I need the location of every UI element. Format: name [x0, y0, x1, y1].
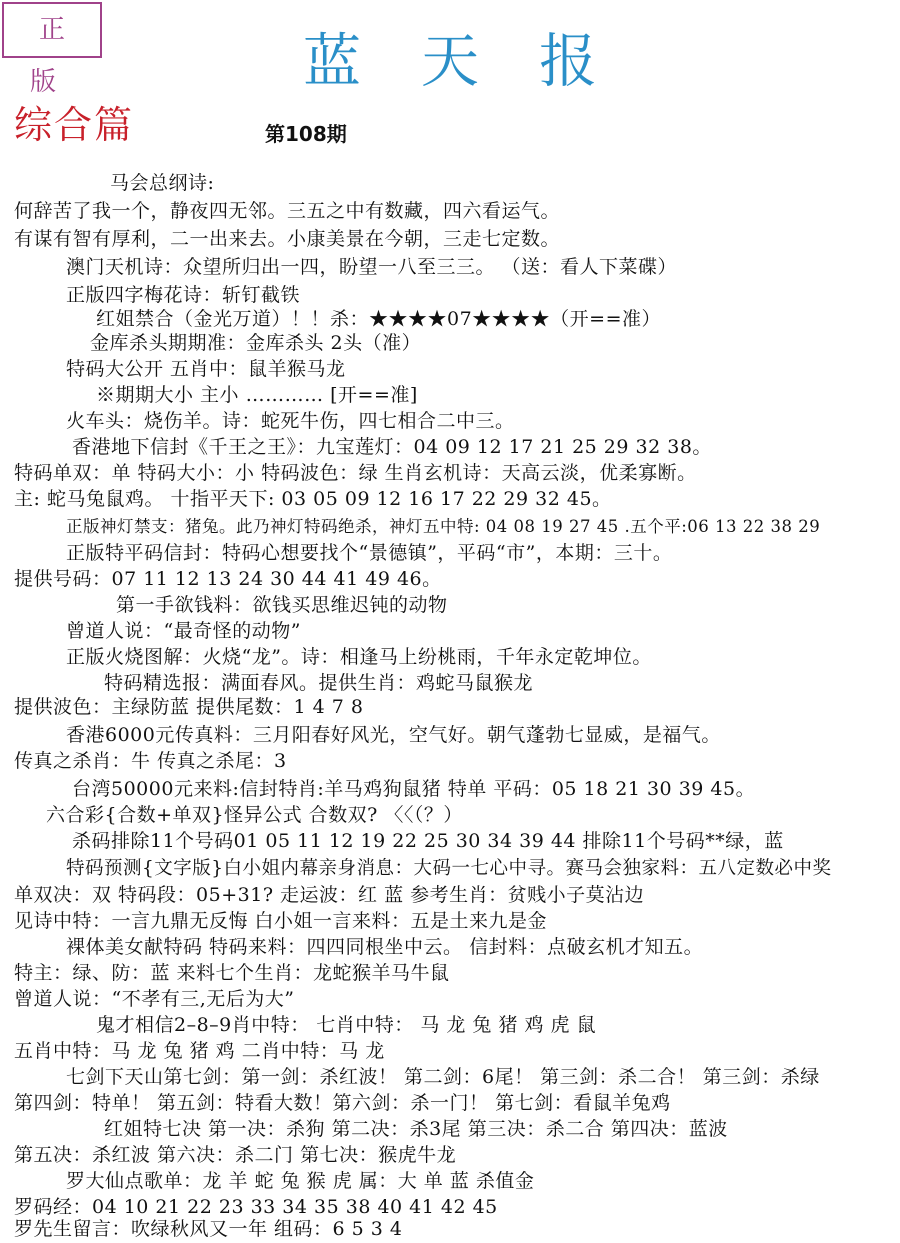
genuine-badge: 正 版	[2, 2, 102, 58]
text-line: 罗码经：04 10 21 22 23 33 34 35 38 40 41 42 45	[14, 1196, 498, 1218]
text-line: 火车头：烧伤羊。诗：蛇死牛伤，四七相合二中三。	[66, 410, 515, 432]
text-line: 正版火烧图解：火烧“龙”。诗：相逢马上纷桃雨，千年永定乾坤位。	[66, 646, 652, 668]
issue-number: 第108期	[265, 122, 347, 146]
text-line: 正版四字梅花诗：斩钉截铁	[66, 284, 301, 306]
text-line: 罗大仙点歌单：龙 羊 蛇 兔 猴 虎 属：大 单 蓝 杀值金	[66, 1170, 535, 1192]
text-line: 金库杀头期期准：金库杀头 2头（准）	[90, 332, 422, 354]
section-title: 综合篇	[14, 103, 135, 147]
text-line: 台湾50000元来料:信封特肖:羊马鸡狗鼠猪 特单 平码：05 18 21 30 39 45。	[72, 778, 756, 800]
text-line: 曾道人说：“不孝有三,无后为大”	[14, 988, 295, 1010]
text-line: 杀码排除11个号码01 05 11 12 19 22 25 30 34 39 44 排除11个号码**绿，蓝	[72, 830, 784, 852]
text-line: 单双决：双 特码段：05+31? 走运波：红 蓝 参考生肖：贫贱小子莫沾边	[14, 884, 645, 906]
text-line: 红姐特七决 第一决：杀狗 第二决：杀3尾 第三决：杀二合 第四决：蓝波	[104, 1118, 728, 1140]
text-line: ※期期大小 主小 ………… [开==准]	[96, 384, 418, 406]
text-line: 第一手欲钱料：欲钱买思维迟钝的动物	[116, 594, 448, 616]
text-line: 提供号码：07 11 12 13 24 30 44 41 49 46。	[14, 568, 442, 590]
text-line: 裸体美女献特码 特码来料：四四同根坐中云。 信封料：点破玄机才知五。	[66, 936, 704, 958]
text-line: 马会总纲诗:	[110, 172, 215, 194]
text-line: 何辞苦了我一个，静夜四无邻。三五之中有数藏，四六看运气。	[14, 200, 561, 222]
text-line: 传真之杀肖：牛 传真之杀尾：3	[14, 750, 287, 772]
text-line: 澳门天机诗：众望所归出一四，盼望一八至三三。 （送：看人下菜碟）	[66, 256, 678, 278]
text-line: 提供波色：主绿防蓝 提供尾数：1 4 7 8	[14, 696, 364, 718]
text-line: 正版神灯禁支：猪兔。此乃神灯特码绝杀，神灯五中特: 04 08 19 27 45 .五个平:06 13 22 38 29	[66, 517, 821, 536]
text-line: 特码精选报：满面春风。提供生肖：鸡蛇马鼠猴龙	[104, 672, 534, 694]
text-line: 第四剑：特单！ 第五剑：特看大数！第六剑：杀一门！ 第七剑：看鼠羊兔鸡	[14, 1092, 671, 1114]
text-line: 香港6000元传真料：三月阳春好风光，空气好。朝气蓬勃七显威，是福气。	[66, 724, 721, 746]
text-line: 见诗中特：一言九鼎无反悔 白小姐一言来料：五是土来九是金	[14, 910, 548, 932]
text-line: 特码预测{文字版}白小姐内幕亲身消息：大码一七心中寻。赛马会独家料：五八定数必中奖	[66, 858, 832, 879]
text-line: 正版特平码信封：特码心想要找个“景德镇”，平码“市”，本期：三十。	[66, 542, 673, 564]
text-line: 五肖中特：马 龙 兔 猪 鸡 二肖中特：马 龙	[14, 1040, 385, 1062]
text-line: 曾道人说：“最奇怪的动物”	[66, 620, 301, 642]
text-line: 罗先生留言：吹绿秋风又一年 组码：6 5 3 4	[14, 1218, 403, 1240]
text-line: 鬼才相信2–8–9肖中特： 七肖中特： 马 龙 兔 猪 鸡 虎 鼠	[96, 1014, 597, 1036]
text-line: 主: 蛇马兔鼠鸡。 十指平天下: 03 05 09 12 16 17 22 29 32 45。	[14, 488, 612, 510]
text-line: 特码大公开 五肖中：鼠羊猴马龙	[66, 358, 346, 380]
text-line: 特主：绿、防：蓝 来料七个生肖：龙蛇猴羊马牛鼠	[14, 962, 450, 984]
text-line: 香港地下信封《千王之王》：九宝莲灯：04 09 12 17 21 25 29 32 38。	[72, 436, 712, 458]
text-line: 特码单双：单 特码大小：小 特码波色：绿 生肖玄机诗：天高云淡，优柔寡断。	[14, 462, 697, 484]
newspaper-title: 蓝天报	[302, 27, 657, 95]
text-line: 有谋有智有厚利，二一出来去。小康美景在今朝，三走七定数。	[14, 228, 561, 250]
text-line: 六合彩{合数+单双}怪异公式 合数双? 〈〈（？）	[46, 804, 463, 826]
text-line: 第五决：杀红波 第六决：杀二门 第七决：猴虎牛龙	[14, 1144, 457, 1166]
text-line: 七剑下天山第七剑：第一剑：杀红波！ 第二剑：6尾！ 第三剑：杀二合！ 第三剑：杀绿	[66, 1066, 820, 1088]
text-line: 红姐禁合（金光万道）！！杀：★★★★07★★★★（开==准）	[96, 308, 662, 330]
